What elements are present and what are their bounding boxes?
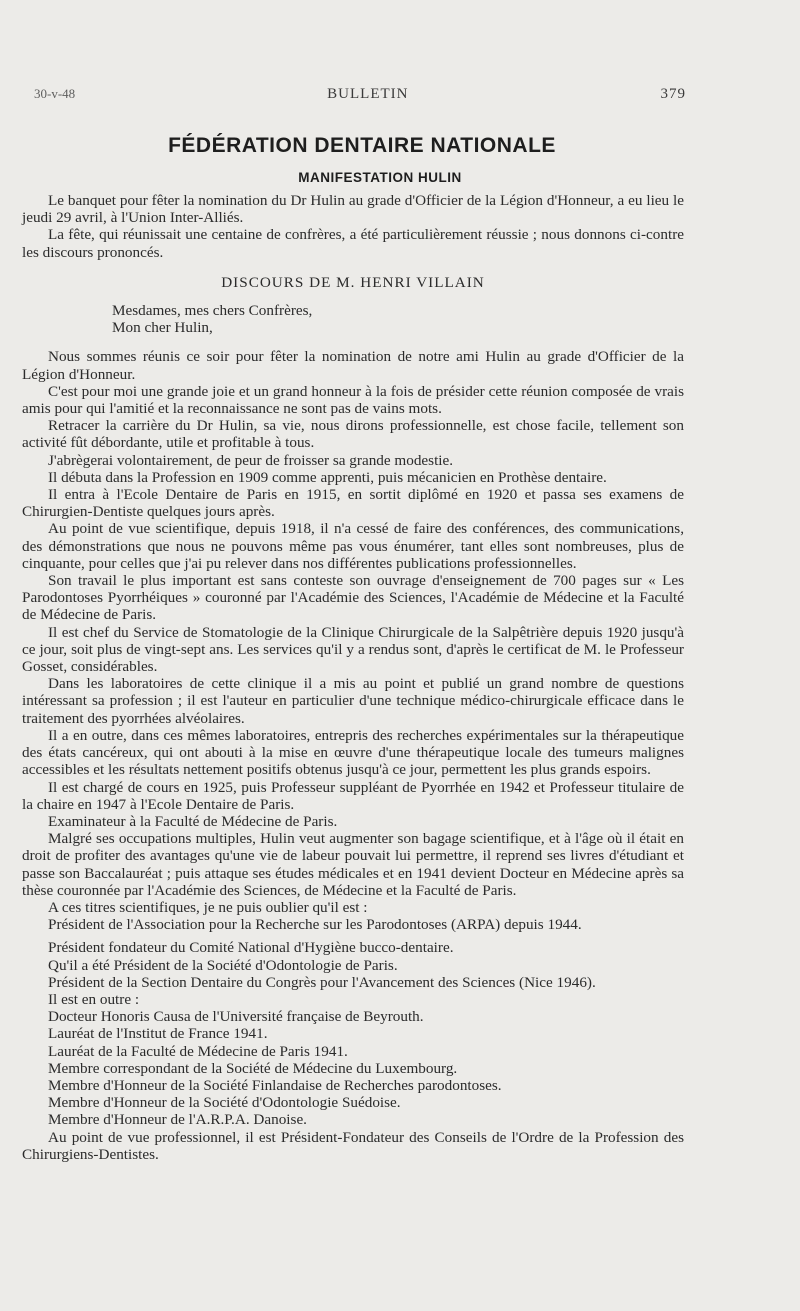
issue-date: 30-v-48 xyxy=(34,86,76,101)
page-number: 379 xyxy=(660,86,686,102)
salutation-line: Mon cher Hulin, xyxy=(112,319,213,337)
speech-paragraph: Au point de vue scientifique, depuis 1918, il n'a cessé de faire des conférences, des communications, des démonstrations que nous ne pouvons même pas vous énumérer, tant elles sont nombreuses, plus de cinquante, pour celles que j'ai pu relever dans nos différentes publications professionnelles. xyxy=(22,520,684,572)
speech-paragraph: Dans les laboratoires de cette clinique il a mis au point et publié un grand nombre de questions intéressant sa profession ; il est l'auteur en particulier d'une technique médico-chirurgicale efficace dans le traitement des pyorrhées alvéolaires. xyxy=(22,675,684,727)
title-list-item: Président fondateur du Comité National d'Hygiène bucco-dentaire. xyxy=(48,939,454,957)
speech-heading: DISCOURS DE M. HENRI VILLAIN xyxy=(221,273,485,291)
honor-list-item: Membre d'Honneur de la Société Finlandaise de Recherches parodontoses. xyxy=(48,1076,502,1094)
article-subtitle: MANIFESTATION HULIN xyxy=(298,170,462,185)
speech-paragraph: Malgré ses occupations multiples, Hulin veut augmenter son bagage scientifique, et à l'âge où il était en droit de profiter des avantages qu'une vie de labeur pouvait lui permettre, il reprend ses livres d'étudiant et passe son Baccalauréat ; puis attaque ses études médicales et en 1941 devient Docteur en Médecine après sa thèse couronnée par l'Académie des Sciences, de Médecine et la Faculté de Paris. xyxy=(22,830,684,899)
honor-list-item: Membre d'Honneur de la Société d'Odontologie Suédoise. xyxy=(48,1094,401,1112)
speech-paragraph: Examinateur à la Faculté de Médecine de Paris. xyxy=(48,812,338,830)
speech-paragraph: Au point de vue professionnel, il est Président-Fondateur des Conseils de l'Ordre de la Profession des Chirurgiens-Dentistes. xyxy=(22,1128,684,1163)
speech-paragraph: A ces titres scientifiques, je ne puis oublier qu'il est : xyxy=(48,898,368,916)
article-body xyxy=(22,192,684,1163)
title-list-item: Président de l'Association pour la Recherche sur les Parodontoses (ARPA) depuis 1944. xyxy=(48,916,582,934)
honor-list-item: Lauréat de la Faculté de Médecine de Paris 1941. xyxy=(48,1042,348,1060)
honor-list-item: Membre correspondant de la Société de Médecine du Luxembourg. xyxy=(48,1059,458,1077)
salutation-line: Mesdames, mes chers Confrères, xyxy=(112,302,313,320)
speech-paragraph: Il est en outre : xyxy=(48,990,140,1008)
honor-list-item: Lauréat de l'Institut de France 1941. xyxy=(48,1025,268,1043)
running-title: BULLETIN xyxy=(327,86,409,102)
speech-paragraph: Retracer la carrière du Dr Hulin, sa vie, nous dirons professionnelle, est chose facile, tellement son activité fût débordante, utile et profitable à tous. xyxy=(22,417,684,452)
intro-paragraph: Le banquet pour fêter la nomination du Dr Hulin au grade d'Officier de la Légion d'Honneur, a eu lieu le jeudi 29 avril, à l'Union Inter-Alliés. xyxy=(22,192,684,227)
speech-paragraph: C'est pour moi une grande joie et un grand honneur à la fois de présider cette réunion composée de vrais amis pour qui l'amitié et la reconnaissance ne sont pas de vains mots. xyxy=(22,382,684,418)
page-header xyxy=(34,86,686,103)
speech-paragraph: Il est chef du Service de Stomatologie de la Clinique Chirurgicale de la Salpêtrière depuis 1920 jusqu'à ce jour, soit plus de vingt-sept ans. Les services qu'il y a rendus sont, d'après le certificat de M. le Professeur Gosset, considérables. xyxy=(22,623,684,676)
speech-paragraph: Il a en outre, dans ces mêmes laboratoires, entrepris des recherches expérimentales sur la thérapeutique des états cancéreux, qui ont abouti à la mise en œuvre d'une thérapeutique locale des tumeurs malignes accessibles et les résultats nettement positifs obtenus jusqu'à ce jour, permettent les plus grands espoirs. xyxy=(22,726,684,779)
speech-paragraph: Son travail le plus important est sans conteste son ouvrage d'enseignement de 700 pages sur « Les Parodontoses Pyorrhéiques » couronné par l'Académie des Sciences, l'Académie de Médecine et la Faculté de Médecine de Paris. xyxy=(22,572,684,624)
article-title: FÉDÉRATION DENTAIRE NATIONALE xyxy=(168,134,556,157)
title-list-item: Qu'il a été Président de la Société d'Odontologie de Paris. xyxy=(48,956,398,974)
speech-paragraph: Nous sommes réunis ce soir pour fêter la nomination de notre ami Hulin au grade d'Officier de la Légion d'Honneur. xyxy=(22,348,684,383)
speech-paragraph: Il entra à l'Ecole Dentaire de Paris en 1915, en sortit diplômé en 1920 et passa ses examens de Chirurgien-Dentiste quelques jours après. xyxy=(22,486,684,521)
title-list-item: Président de la Section Dentaire du Congrès pour l'Avancement des Sciences (Nice 1946). xyxy=(48,973,596,991)
honor-list-item: Membre d'Honneur de l'A.R.P.A. Danoise. xyxy=(48,1111,307,1129)
speech-paragraph: Il est chargé de cours en 1925, puis Professeur suppléant de Pyorrhée en 1942 et Professeur titulaire de la chaire en 1947 à l'Ecole Dentaire de Paris. xyxy=(22,778,684,813)
speech-paragraph: J'abrègerai volontairement, de peur de froisser sa grande modestie. xyxy=(48,451,454,469)
intro-paragraph: La fête, qui réunissait une centaine de confrères, a été particulièrement réussie ; nous donnons ci-contre les discours prononcés. xyxy=(22,226,684,261)
speech-paragraph: Il débuta dans la Profession en 1909 comme apprenti, puis mécanicien en Prothèse dentaire. xyxy=(48,468,607,486)
honor-list-item: Docteur Honoris Causa de l'Université française de Beyrouth. xyxy=(48,1008,424,1026)
